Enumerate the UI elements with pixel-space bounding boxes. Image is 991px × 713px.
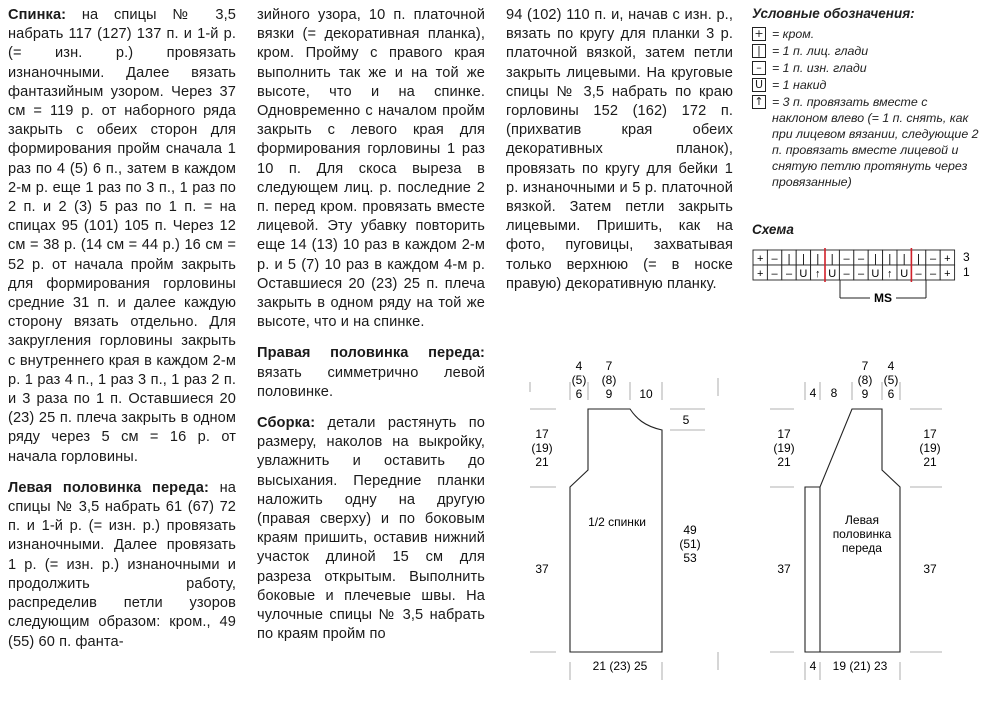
chart-symbol: – [843,268,850,280]
chart-symbol: | [801,253,805,265]
chart-symbol: – [915,268,922,280]
back-section [8,6,236,467]
chart-symbol: + [756,268,764,280]
legend-item [752,60,984,77]
chart-symbol: + [944,253,951,265]
knit-stitch-symbol: | [752,44,766,58]
assembly-section [257,414,485,644]
back-instructions: на спицы № 3,5 набрать 117 (127) 137 п. и 1-й р. (= изн. р.) провязать изнаночными. Далее вязать фантазийным узором. Через 37 см = 119 р. от наборного ряда закрыть с обеих сторон для формирования пройм сначала 1 раз по 4 (5) 6 п., затем в каждом 2-м р. еще 1 раз по 3 п., 1 раз по 2 п. и 2 (3) 5 раз по 1 п. = на спицах 95 (101) 105 п. Через 12 см = 38 р. (14 см = 44 р.) 16 см = 52 р. от начала пройм закрыть для формирования горловины средние 31 п. и далее каждую сторону вязать отдельно. Для закругления горловины закрыть с внутреннего края в каждом 2-м р. 1 раз 4 п., 1 раз 3 п., 1 раз 2 п. и 3 раза по 1 п. Оставшиеся 20 (23) 25 п. плеча закрыть в одном ряду через 5 см = 16 р. от начала горловины. [8,7,236,465]
chart-symbol: ↑ [887,268,893,280]
right-front-heading: Правая половинка переда: [257,345,485,362]
assembly-heading: Сборка: [257,415,316,432]
chart-symbol: | [816,253,820,265]
edge-stitch-symbol: + [752,27,766,41]
chart-symbol: – [929,253,937,265]
chart-symbol: – [857,253,865,265]
back-neck-drop: 5 [682,413,690,427]
chart-symbol: + [944,268,951,280]
chart-symbol: – [857,268,865,280]
left-front-section [8,479,236,652]
text-column-2 [257,6,485,657]
chart-symbol: – [771,253,778,265]
front-label: Левая половинка переда [832,513,892,555]
back-label: 1/2 спинки [588,515,646,529]
legend-item-text: = 1 накид [772,78,827,92]
chart-symbol: U [900,268,909,280]
legend-item [752,77,984,94]
front-neck-width: 8 [830,386,838,400]
chart-symbol: | [888,253,892,265]
back-heading: Спинка: [8,7,67,23]
legend-item-text: = 3 п. провязать вместе с наклоном влево (= 1 п. снять, как при лицевом вязании, следующие 2 п. провязать вместе лицевой и снятую петлю протянуть через провязанные) [772,95,979,189]
purl-stitch-symbol: – [752,61,766,75]
chart-symbol: – [843,253,850,265]
back-body-height: 37 [535,562,549,576]
stitch-chart [752,242,984,308]
back-shoulder-width: 7 (8) 9 [601,359,617,401]
chart-symbol: | [830,253,834,265]
front-pattern-diagram [770,352,985,697]
chart-symbol: U [799,268,808,280]
assembly-instructions-cont: 94 (102) 110 п. и, начав с изн. р., вязать по кругу для планки 3 р. платочной вязкой, затем петли закрыть лицевыми. На круговые спицы № 3,5 набрать по краю горловины 152 (162) 172 п. (прихватив края обеих декоративных планок), провязать по кругу для бейки 1 р. изнаночными и 5 р. платочной вязкой. Затем петли закрыть лицевыми. Пришить, как на фото, пуговицы, захватывая только верхнюю (= в носке правую) декоративную планку. [506,7,733,292]
decrease-arrow-symbol: ↑ [752,95,766,109]
back-bottom-width: 21 (23) 25 [592,659,648,673]
left-front-heading: Левая половинка переда: [8,479,209,496]
front-armhole-height-right: 17 (19) 21 [919,427,941,469]
legend-item-text: = кром. [772,27,815,41]
back-neck-width: 4 (5) 6 [571,359,587,401]
chart-symbol: – [785,268,793,280]
front-body-height-right: 37 [923,562,937,576]
assembly-continued [506,6,733,294]
chart-symbol: + [756,253,764,265]
scheme-title: Схема [752,222,794,237]
chart-symbol: | [873,253,877,265]
legend-title: Условные обозначения: [752,6,915,21]
front-placket-bottom: 4 [809,659,817,673]
front-body-height-left: 37 [777,562,791,576]
legend-item [752,94,984,190]
yarn-over-symbol: U [752,78,766,92]
left-front-continued [257,6,485,332]
text-column-3 [506,6,733,306]
back-total-height: 49 (51) 53 [679,523,701,565]
chart-symbol: | [787,253,791,265]
legend [752,6,984,190]
legend-item [752,26,984,43]
chart-symbol: – [929,268,937,280]
left-front-instructions: на спицы № 3,5 набрать 61 (67) 72 п. и 1-й р. (= изн. р.) провязать изнаночными. Далее провязать 1 р. (= изн. р.) изнаночными и продолжить работу, распределив петли узоров следующим образом: кром., 49 (55) 60 п. фанта- [8,479,236,650]
chart-symbol: | [917,253,921,265]
assembly-instructions: детали растянуть по размеру, наколов на выкройку, увлажнить и оставить до высыхания. Передние планки наложить одну на другую (правая сверху) и по боковым краям пришить, оставив нижний участок длиной 15 см для разреза открытым. Выполнить боковые и плечевые швы. На чулочные спицы № 3,5 набрать по краям пройм по [257,415,485,643]
legend-item-text: = 1 п. изн. глади [772,61,867,75]
chart-symbol: ↑ [815,268,821,280]
legend-item [752,43,984,60]
left-front-instructions-cont: зийного узора, 10 п. платочной вязки (= декоративная планка), кром. Пройму с правого края выполнить так же и на той же высоте, что и на спинке. Одновременно с началом пройм закрыть с левого края для формирования горловины 1 раз 10 п. Для скоса выреза в следующем лиц. р. последние 2 п. перед кром. провязать вместе лицевой. Эту убавку повторить еще 14 (13) 10 раз в каждом 2-м р. и 5 (7) 10 раз в каждом 4-м р. Оставшиеся 20 (23) 25 п. плеча закрыть в одном ряду на той же высоте, что и на спинке. [257,7,485,331]
chart-symbol: | [902,253,906,265]
back-half-neck: 10 [639,387,653,401]
front-shoulder-width: 7 (8) 9 [857,359,873,401]
row-number-1: 1 [963,265,970,279]
right-front-section [257,344,485,402]
right-front-instructions: вязать симметрично левой половинке. [257,364,485,400]
back-outline [570,409,662,652]
chart-symbol: – [771,268,778,280]
front-armhole-height-left: 17 (19) 21 [773,427,795,469]
front-bottom-width: 19 (21) 23 [832,659,888,673]
chart-symbol: U [871,268,880,280]
repeat-label: MS [874,291,892,305]
chart-symbol: U [828,268,837,280]
front-placket-top: 4 [809,386,817,400]
legend-item-text: = 1 п. лиц. глади [772,44,869,58]
front-edge-width: 4 (5) 6 [883,359,899,401]
text-column-1 [8,6,236,664]
row-number-3: 3 [963,250,970,264]
back-pattern-diagram [520,352,735,697]
back-armhole-height: 17 (19) 21 [531,427,553,469]
